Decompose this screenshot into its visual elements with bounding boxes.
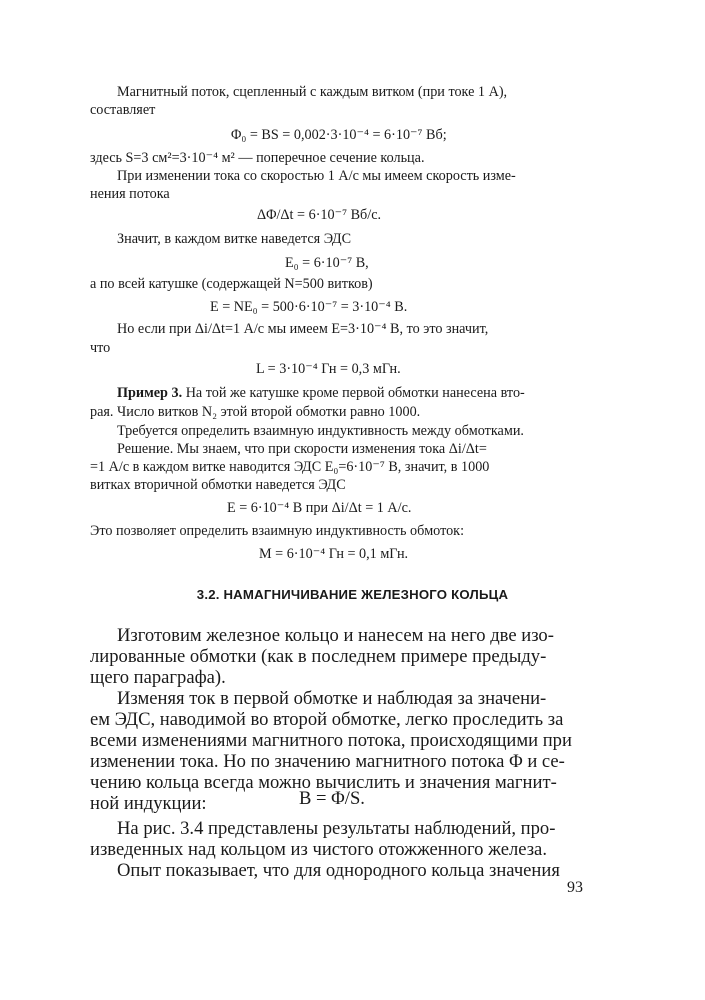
text-line: здесь S=3 см²=3·10⁻⁴ м² — поперечное сечение кольца. <box>90 150 425 166</box>
text-line: а по всей катушке (содержащей N=500 витков) <box>90 276 373 292</box>
text-line: При изменении тока со скоростью 1 А/с мы имеем скорость изме- <box>117 168 516 184</box>
text-line: чению кольца всегда можно вычислить и значения магнит- <box>90 772 557 793</box>
text-line: Но если при Δi/Δt=1 А/с мы имеем E=3·10⁻⁴ В, то это значит, <box>117 321 489 337</box>
text-line: рая. Число витков N₂ этой второй обмотки равно 1000. <box>90 404 421 420</box>
text-line: Изготовим железное кольцо и нанесем на него две изо- <box>117 625 554 646</box>
equation: B = Φ/S. <box>299 788 365 809</box>
text-line: ем ЭДС, наводимой во второй обмотке, легко проследить за <box>90 709 564 730</box>
text-line: витках вторичной обмотки наведется ЭДС <box>90 477 346 493</box>
equation: E = NE₀ = 500·6·10⁻⁷ = 3·10⁻⁴ В. <box>210 299 408 315</box>
text-line: Решение. Мы знаем, что при скорости изменения тока Δi/Δt= <box>117 441 487 457</box>
text-line: лированные обмотки (как в последнем примере предыду- <box>90 646 547 667</box>
text-line: ной индукции: <box>90 793 207 814</box>
text-line: составляет <box>90 102 156 118</box>
page-number: 93 <box>567 879 583 896</box>
text-fragment: На той же катушке кроме первой обмотки нанесена вто- <box>182 385 525 401</box>
equation: L = 3·10⁻⁴ Гн = 0,3 мГн. <box>256 361 401 377</box>
equation: ΔΦ/Δt = 6·10⁻⁷ Вб/с. <box>257 207 382 223</box>
text-line: Опыт показывает, что для однородного кольца значения <box>117 860 560 881</box>
text-line: щего параграфа). <box>90 667 226 688</box>
text-line: нения потока <box>90 186 170 202</box>
equation: M = 6·10⁻⁴ Гн = 0,1 мГн. <box>259 546 409 562</box>
text-line: =1 А/с в каждом витке наводится ЭДС E₀=6·10⁻⁷ В, значит, в 1000 <box>90 459 490 475</box>
equation: E = 6·10⁻⁴ В при Δi/Δt = 1 А/с. <box>227 500 412 516</box>
text-line: Требуется определить взаимную индуктивность между обмотками. <box>117 423 524 439</box>
text-line <box>117 384 525 402</box>
text-line: всеми изменениями магнитного потока, происходящими при <box>90 730 572 751</box>
text-line: изменении тока. Но по значению магнитного потока Φ и се- <box>90 751 565 772</box>
section-heading: 3.2. НАМАГНИЧИВАНИЕ ЖЕЛЕЗНОГО КОЛЬЦА <box>196 587 509 602</box>
text-line: Магнитный поток, сцепленный с каждым витком (при токе 1 А), <box>117 84 508 100</box>
text-line: изведенных над кольцом из чистого отожженного железа. <box>90 839 547 860</box>
text-line: На рис. 3.4 представлены результаты наблюдений, про- <box>117 818 556 839</box>
equation: E₀ = 6·10⁻⁷ В, <box>285 255 369 271</box>
text-line: Изменяя ток в первой обмотке и наблюдая за значени- <box>117 688 547 709</box>
text-line: что <box>90 340 111 356</box>
text-line: Это позволяет определить взаимную индуктивность обмоток: <box>90 523 465 539</box>
text-line: Значит, в каждом витке наведется ЭДС <box>117 231 352 247</box>
example-label: Пример 3. <box>117 385 183 401</box>
equation: Φ₀ = BS = 0,002·3·10⁻⁴ = 6·10⁻⁷ Вб; <box>231 127 447 143</box>
